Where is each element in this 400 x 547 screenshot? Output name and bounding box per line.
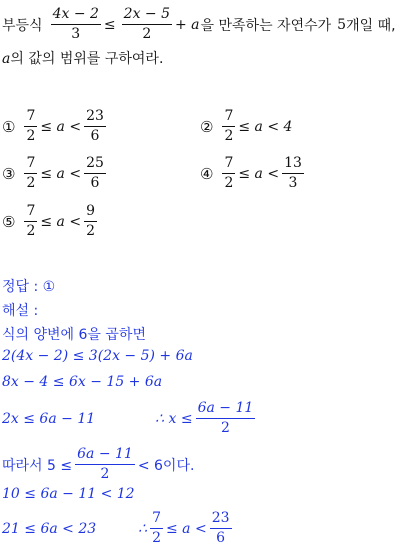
- problem-line-2: a의 값의 범위를 구하여라.: [2, 51, 164, 67]
- solution-step-7: 21 ≤ 6a < 23 ∴ $\frac{7}{2}$ ≤ a < $\frac{23}{6}$: [2, 510, 230, 546]
- choice-1[interactable]: ① $\frac{7}{2}$ ≤ a < $\frac{23}{6}$: [2, 108, 104, 144]
- fraction-left: $\frac{4x - 2}{3}$: [52, 6, 99, 42]
- problem-prefix: 부등식: [2, 17, 43, 34]
- solution-step-4: 2x ≤ 6a − 11 ∴ x ≤ $\frac{6a - 11}{2}$: [2, 400, 254, 436]
- solution-step-1: 식의 양변에 6을 곱하면: [2, 327, 146, 343]
- choice-4[interactable]: ④ $\frac{7}{2}$ ≤ a < $\frac{13}{3}$: [200, 155, 302, 191]
- answer-label: 정답 : ①: [2, 279, 56, 295]
- fraction-right: $\frac{2x - 5}{2}$: [123, 6, 170, 42]
- explain-label: 해설 :: [2, 303, 39, 319]
- solution-step-2: 2(4x − 2) ≤ 3(2x − 5) + 6a: [2, 348, 193, 364]
- solution-step-6: 10 ≤ 6a − 11 < 12: [2, 486, 135, 502]
- solution-step-5: 따라서 5 ≤ $\frac{6a - 11}{2}$ < 6이다.: [2, 446, 195, 482]
- choice-5[interactable]: ⑤ $\frac{7}{2}$ ≤ a < $\frac{9}{2}$: [2, 203, 96, 239]
- choice-3[interactable]: ③ $\frac{7}{2}$ ≤ a < $\frac{25}{6}$: [2, 155, 104, 191]
- problem-line-1: 부등식 $\frac{4x - 2}{3}$ ≤ $\frac{2x - 5}{2}$ + a 을 만족하는 자연수가 5 개일 때,: [2, 6, 396, 42]
- solution-step-3: 8x − 4 ≤ 6x − 15 + 6a: [2, 374, 163, 390]
- choice-2[interactable]: ② $\frac{7}{2}$ ≤ a < 4: [200, 108, 293, 144]
